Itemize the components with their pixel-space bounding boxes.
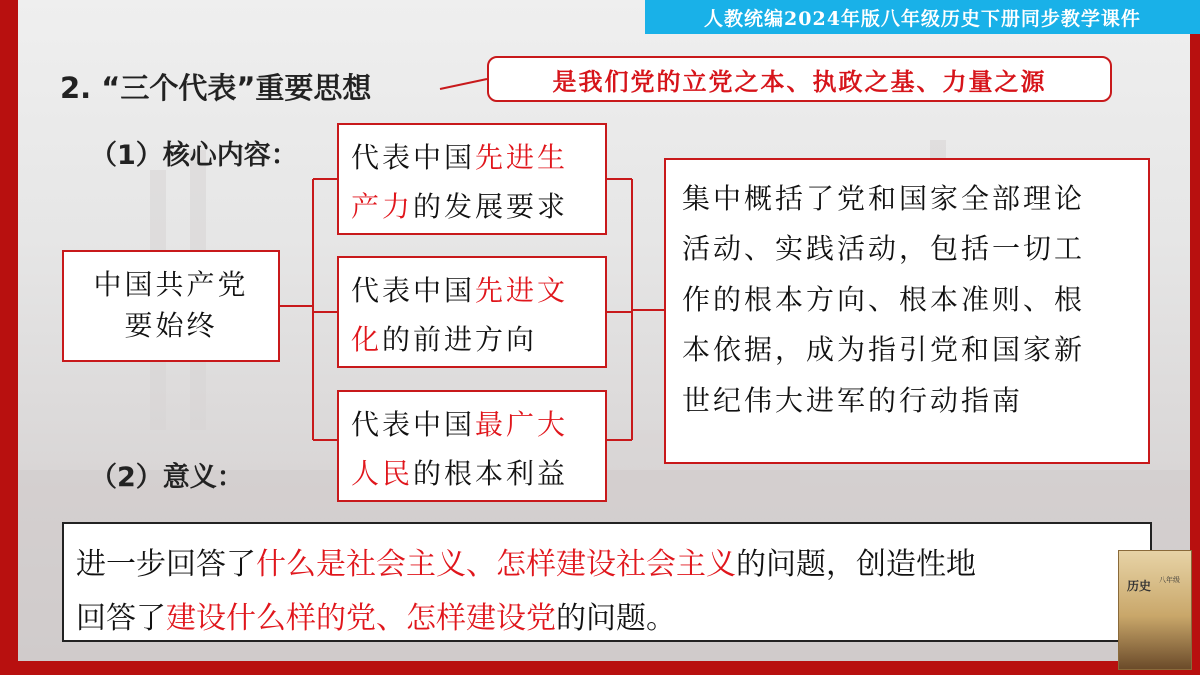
meaning-text: 进一步回答了: [76, 547, 256, 582]
meaning-text: 的问题。: [556, 601, 676, 636]
rep-prefix: 代表中国: [351, 141, 476, 174]
rep-highlight: 先进文: [475, 274, 569, 307]
rep-highlight: 最广大: [475, 408, 569, 441]
meaning-highlight: 建设什么样的党、怎样建设党: [166, 601, 556, 636]
rep-highlight: 产力: [351, 190, 414, 223]
rep-suffix: 的前进方向: [382, 323, 538, 356]
book-title: 历史: [1127, 579, 1152, 593]
course-banner: 人教统编2024年版八年级历史下册同步教学课件: [645, 0, 1200, 34]
rep-suffix: 的根本利益: [413, 457, 569, 490]
summary-line: 作的根本方向、根本准则、根: [682, 282, 1086, 316]
summary-line: 活动、实践活动，包括一切工: [682, 232, 1086, 266]
textbook-cover-image: [1118, 550, 1192, 670]
represent-box-culture: [337, 256, 607, 368]
rep-highlight: 化: [351, 323, 383, 356]
rep-suffix: 的发展要求: [413, 190, 569, 223]
rep-highlight: 人民: [351, 457, 414, 490]
rep-prefix: 代表中国: [351, 408, 476, 441]
significance-callout: 是我们党的立党之本、执政之基、力量之源: [487, 56, 1112, 102]
meaning-label: （2）意义：: [90, 462, 244, 493]
summary-line: 集中概括了党和国家全部理论: [682, 182, 1086, 215]
book-grade: 八年级: [1159, 576, 1180, 584]
summary-box: [664, 158, 1150, 464]
represent-box-people: [337, 390, 607, 502]
party-box-line1: 中国共产党: [93, 268, 249, 302]
core-content-label: （1）核心内容：: [90, 140, 298, 171]
represent-box-productivity: [337, 123, 607, 235]
summary-line: 本依据，成为指引党和国家新: [682, 333, 1086, 367]
party-box: [62, 250, 280, 362]
party-box-line2: 要始终: [124, 309, 218, 342]
meaning-text: 回答了: [76, 601, 166, 636]
meaning-highlight: 什么是社会主义、怎样建设社会主义: [256, 547, 736, 582]
rep-highlight: 先进生: [475, 141, 569, 174]
summary-line: 世纪伟大进军的行动指南: [682, 383, 1024, 417]
rep-prefix: 代表中国: [351, 274, 476, 307]
meaning-box: [62, 522, 1152, 642]
meaning-text: 的问题，创造性地: [736, 547, 976, 582]
section-title: 2. “三个代表”重要思想: [60, 71, 372, 105]
